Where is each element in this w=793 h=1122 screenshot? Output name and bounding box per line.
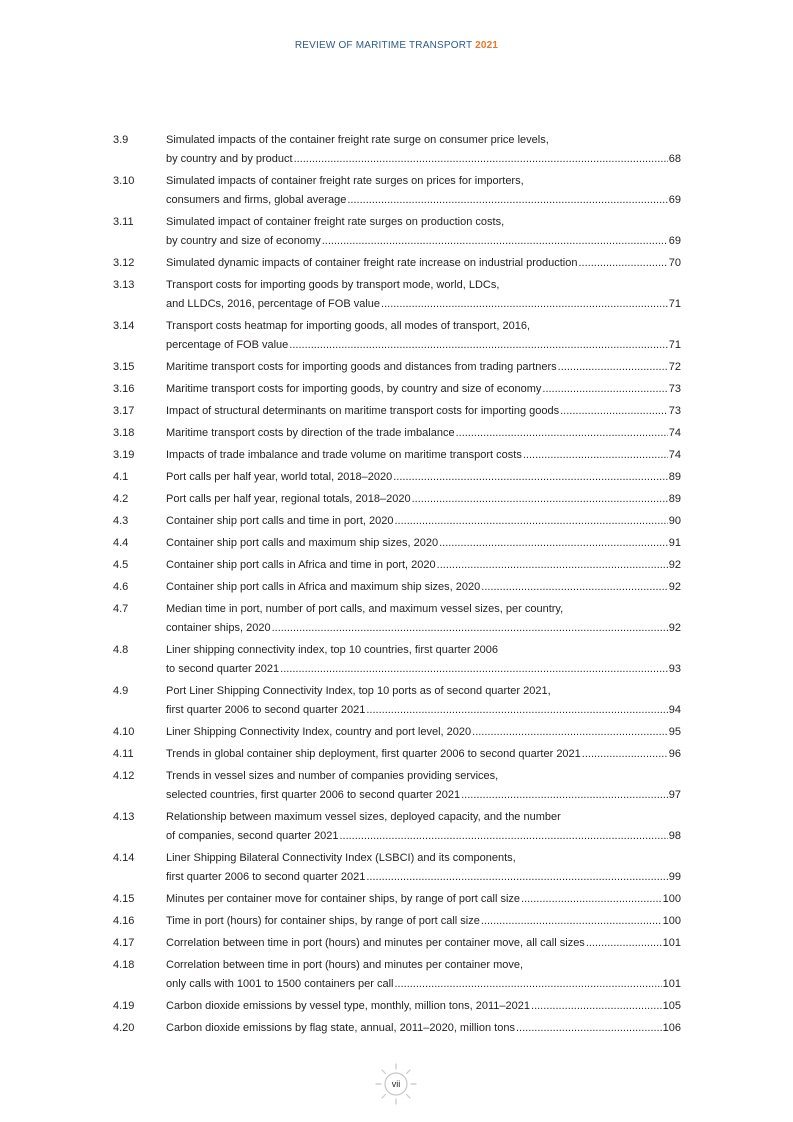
dot-leader [322,232,668,251]
page-ref: 69 [668,235,681,247]
figure-number: 4.2 [113,493,129,505]
figure-title: Container ship port calls in Africa and time in port, 2020 [166,559,436,571]
figure-number: 4.6 [113,581,129,593]
figure-number: 4.15 [113,893,135,905]
dot-leader [516,1019,662,1038]
figure-title: Minutes per container move for container ships, by range of port call size [166,893,521,905]
figure-number: 3.18 [113,427,135,439]
figure-title: Simulated dynamic impacts of container freight rate increase on industrial production [166,257,578,269]
figure-title: percentage of FOB value [166,339,289,351]
toc-entry[interactable] [113,556,681,575]
page-ref: 70 [668,257,681,269]
toc-entry[interactable] [113,890,681,909]
figure-number: 3.10 [113,175,135,187]
figure-number: 4.14 [113,852,135,864]
page-ref: 100 [662,915,681,927]
toc-entry[interactable] [113,213,681,251]
page-ref: 92 [668,559,681,571]
toc-entry[interactable] [113,380,681,399]
figure-title: to second quarter 2021 [166,663,280,675]
figure-number: 4.7 [113,603,129,615]
page-ref: 100 [662,893,681,905]
figure-title-line1: Simulated impacts of container freight rate surges on prices for importers, [166,175,524,187]
dot-leader [294,150,668,169]
figure-title: Carbon dioxide emissions by flag state, annual, 2011–2020, million tons [166,1022,515,1034]
page-ref: 91 [668,537,681,549]
toc-entry[interactable] [113,956,681,994]
toc-entry[interactable] [113,997,681,1016]
dot-leader [523,446,668,465]
page-ref: 98 [668,830,681,842]
toc-entry[interactable] [113,600,681,638]
figure-title: Correlation between time in port (hours) and minutes per container move, all call sizes [166,937,585,949]
dot-leader [472,723,668,742]
dot-leader [289,336,667,355]
toc-entry[interactable] [113,723,681,742]
toc-entry[interactable] [113,402,681,421]
figure-title: by country and size of economy [166,235,321,247]
page-ref: 94 [668,704,681,716]
figure-title: Maritime transport costs for importing goods and distances from trading partners [166,361,557,373]
figure-number: 4.18 [113,959,135,971]
figure-number: 4.1 [113,471,129,483]
page-ref: 74 [668,449,681,461]
toc-entry[interactable] [113,912,681,931]
dot-leader [393,468,668,487]
figure-title-line1: Simulated impact of container freight rate surges on production costs, [166,216,505,228]
figure-title: Time in port (hours) for container ships, by range of port call size [166,915,480,927]
toc-entry[interactable] [113,468,681,487]
figure-number: 4.17 [113,937,135,949]
toc-entry[interactable] [113,131,681,169]
figure-title-line1: Transport costs for importing goods by transport mode, world, LDCs, [166,279,500,291]
toc-entry[interactable] [113,682,681,720]
toc-entry[interactable] [113,1019,681,1038]
page-ref: 73 [668,383,681,395]
page-ref: 89 [668,493,681,505]
toc-entry[interactable] [113,641,681,679]
page-ref: 73 [668,405,681,417]
figure-number: 3.19 [113,449,135,461]
page-ref: 90 [668,515,681,527]
page-ref: 97 [668,789,681,801]
figure-title-line1: Port Liner Shipping Connectivity Index, top 10 ports as of second quarter 2021, [166,685,551,697]
page-number: vii [391,1079,401,1089]
header-year: 2021 [475,40,499,51]
figure-title-line1: Correlation between time in port (hours) and minutes per container move, [166,959,524,971]
page-ref: 106 [662,1022,681,1034]
figure-number: 4.4 [113,537,129,549]
page-ref: 95 [668,726,681,738]
figure-number: 3.12 [113,257,135,269]
toc-entry[interactable] [113,849,681,887]
figure-number: 4.19 [113,1000,135,1012]
figure-number: 4.8 [113,644,129,656]
dot-leader [437,556,668,575]
dot-leader [394,975,661,994]
page-ref: 72 [668,361,681,373]
figure-title-line1: Simulated impacts of the container freight rate surge on consumer price levels, [166,134,549,146]
figure-title: first quarter 2006 to second quarter 2021 [166,704,366,716]
figure-number: 4.12 [113,770,135,782]
figure-title: by country and by product [166,153,293,165]
figure-title: only calls with 1001 to 1500 containers per call [166,978,394,990]
toc-entry[interactable] [113,317,681,355]
toc-entry[interactable] [113,276,681,314]
toc-entry[interactable] [113,934,681,953]
toc-entry[interactable] [113,808,681,846]
running-header [0,40,793,51]
figure-title: and LLDCs, 2016, percentage of FOB value [166,298,381,310]
dot-leader [560,402,668,421]
figure-number: 4.13 [113,811,135,823]
dot-leader [461,786,668,805]
figure-title: Maritime transport costs by direction of the trade imbalance [166,427,455,439]
figure-number: 3.17 [113,405,135,417]
dot-leader [582,745,668,764]
dot-leader [347,191,667,210]
page-ref: 68 [668,153,681,165]
dot-leader [439,534,668,553]
toc-entry[interactable] [113,358,681,377]
toc-entry[interactable] [113,745,681,764]
figure-title-line1: Trends in vessel sizes and number of companies providing services, [166,770,499,782]
dot-leader [558,358,668,377]
dot-leader [280,660,668,679]
figure-number: 4.3 [113,515,129,527]
figure-number: 4.20 [113,1022,135,1034]
figure-number: 4.16 [113,915,135,927]
figure-number: 4.5 [113,559,129,571]
toc-entry[interactable] [113,767,681,805]
figure-title: Port calls per half year, world total, 2018–2020 [166,471,393,483]
figure-number: 3.9 [113,134,129,146]
figure-title: Container ship port calls and time in port, 2020 [166,515,394,527]
figure-title: Carbon dioxide emissions by vessel type, monthly, million tons, 2011–2021 [166,1000,531,1012]
page-ref: 96 [668,748,681,760]
header-title: REVIEW OF MARITIME TRANSPORT [294,40,473,51]
figure-title: Impacts of trade imbalance and trade volume on maritime transport costs [166,449,522,461]
figure-title: of companies, second quarter 2021 [166,830,339,842]
figure-title: Impact of structural determinants on maritime transport costs for importing goods [166,405,560,417]
figure-title: Maritime transport costs for importing goods, by country and size of economy [166,383,542,395]
figure-title: Port calls per half year, regional totals, 2018–2020 [166,493,411,505]
dot-leader [339,827,667,846]
figure-number: 3.11 [113,216,134,228]
dot-leader [456,424,668,443]
toc-entry[interactable] [113,446,681,465]
dot-leader [481,578,667,597]
dot-leader [579,254,668,273]
page-ref: 101 [662,978,681,990]
page-ref: 92 [668,581,681,593]
toc-entry[interactable] [113,254,681,273]
toc-entry[interactable] [113,424,681,443]
figure-title: Container ship port calls and maximum ship sizes, 2020 [166,537,439,549]
table-of-figures [113,131,681,1041]
toc-entry[interactable] [113,512,681,531]
page-ref: 99 [668,871,681,883]
figure-title-line1: Relationship between maximum vessel sizes, deployed capacity, and the number [166,811,561,823]
figure-title: consumers and firms, global average [166,194,347,206]
figure-number: 3.16 [113,383,135,395]
page-ref: 71 [668,298,681,310]
page-ref: 74 [668,427,681,439]
figure-number: 3.14 [113,320,135,332]
figure-title-line1: Liner shipping connectivity index, top 10 countries, first quarter 2006 [166,644,499,656]
figure-number: 3.15 [113,361,135,373]
toc-entry[interactable] [113,490,681,509]
page-ref: 89 [668,471,681,483]
figure-title: selected countries, first quarter 2006 to second quarter 2021 [166,789,461,801]
figure-title-line1: Median time in port, number of port calls, and maximum vessel sizes, per country, [166,603,564,615]
dot-leader [531,997,662,1016]
page-ref: 92 [668,622,681,634]
figure-title-line1: Transport costs heatmap for importing goods, all modes of transport, 2016, [166,320,530,332]
page-ref: 71 [668,339,681,351]
toc-entry[interactable] [113,534,681,553]
figure-title: Liner Shipping Connectivity Index, country and port level, 2020 [166,726,472,738]
dot-leader [381,295,668,314]
dot-leader [272,619,668,638]
dot-leader [366,868,667,887]
dot-leader [542,380,667,399]
figure-title-line1: Liner Shipping Bilateral Connectivity Index (LSBCI) and its components, [166,852,516,864]
figure-title: first quarter 2006 to second quarter 2021 [166,871,366,883]
dot-leader [394,512,667,531]
figure-number: 3.13 [113,279,135,291]
page-ref: 93 [668,663,681,675]
figure-title: container ships, 2020 [166,622,271,634]
page-footer [370,1062,422,1114]
dot-leader [521,890,662,909]
figure-number: 4.10 [113,726,135,738]
page-ref: 105 [662,1000,681,1012]
dot-leader [366,701,667,720]
figure-title: Container ship port calls in Africa and maximum ship sizes, 2020 [166,581,481,593]
dot-leader [481,912,662,931]
dot-leader [412,490,668,509]
dot-leader [586,934,662,953]
page-ref: 101 [662,937,681,949]
figure-number: 4.9 [113,685,129,697]
toc-entry[interactable] [113,578,681,597]
figure-number: 4.11 [113,748,134,760]
figure-title: Trends in global container ship deployment, first quarter 2006 to second quarter 2021 [166,748,581,760]
toc-entry[interactable] [113,172,681,210]
page-ref: 69 [668,194,681,206]
